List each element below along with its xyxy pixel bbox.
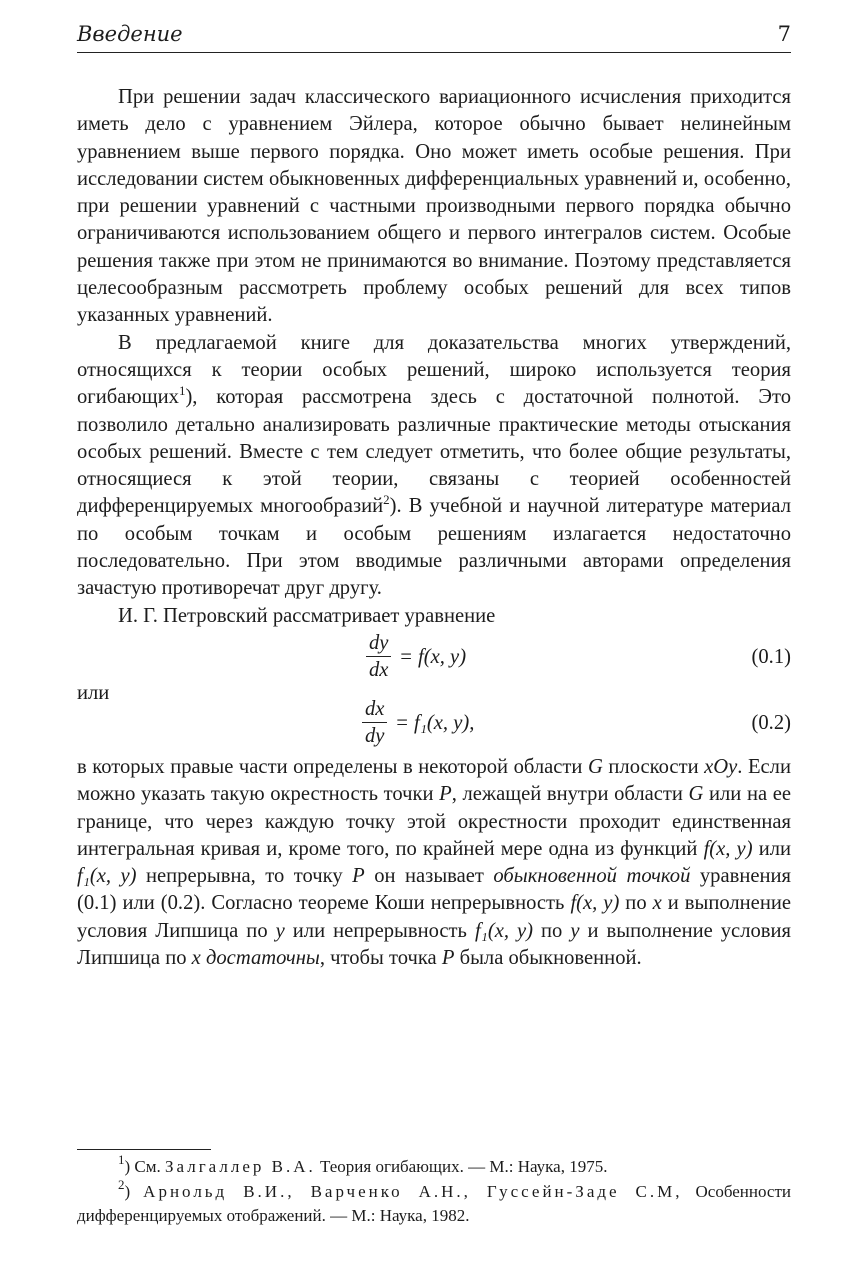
math-x: x: [652, 892, 662, 915]
math-P: P: [352, 865, 365, 888]
text: в которых правые части определены в некоторой области: [77, 755, 588, 778]
chapter-title: Введение: [77, 22, 183, 46]
footnote-text: Особенности дифференцируемых отображений. — М.: Наука, 1982.: [77, 1181, 791, 1225]
or-word: или: [77, 681, 110, 704]
footnote-author: Арнольд В.И., Варченко А.Н., Гуссейн-Заде С.М,: [143, 1181, 683, 1201]
footnote-text: Теория огибающих. — М.: Наука, 1975.: [315, 1157, 608, 1176]
paragraph-2-text-c: ). В учебной и научной литературе материал по особым точкам и особым решениям излагается недостаточно последовательно. При этом вводимые различными авторами определения зачастую противоречат друг другу.: [77, 495, 791, 600]
math-f1-x-y: f₁(x, y): [474, 919, 533, 942]
footnote-prefix: ): [124, 1181, 144, 1201]
main-text: [77, 84, 791, 972]
math-f-x-y: f(x, y): [703, 837, 753, 860]
denominator: dx: [369, 658, 389, 681]
text: он называет: [364, 865, 494, 888]
term-sufficient: достаточны: [205, 947, 320, 970]
text: и выполнение условия Липшица по: [77, 892, 792, 942]
footnote-1: [77, 1152, 791, 1180]
math-P: P: [441, 947, 455, 970]
running-header: [77, 20, 791, 53]
text: , лежащей внутри области: [451, 783, 689, 806]
text: уравнения (0.1) или (0.2). Согласно теореме Коши непрерывность: [77, 865, 791, 915]
equation-rhs: = f(x, y): [399, 645, 467, 668]
fraction-dy-dx: [366, 630, 391, 683]
equation-number: (0.1): [751, 645, 791, 668]
text: плоскости: [602, 755, 705, 778]
paragraph-4: [77, 754, 791, 972]
math-y: y: [275, 919, 285, 942]
paragraph-2-text-b: ), которая рассмотрена здесь с достаточной полнотой. Это позволило детально анализировать различные практические методы отыскания особых решений. Вместе с тем следует отметить, что более общие результаты, относящиеся к этой теории, связаны с теорией особенностей дифференцируемых многообразий: [77, 386, 791, 518]
denominator: dy: [365, 724, 385, 747]
footnotes: [77, 1152, 791, 1229]
text: по: [619, 892, 653, 915]
page: [77, 20, 792, 1225]
math-P: P: [439, 783, 452, 806]
paragraph-3: И. Г. Петровский рассматривает уравнение: [118, 604, 496, 627]
math-G: G: [588, 755, 603, 778]
text: по: [533, 919, 571, 942]
math-G: G: [688, 783, 704, 806]
footnote-author: Залгаллер В.А.: [165, 1157, 316, 1176]
paragraph-1: При решении задач классического вариационного исчисления приходится иметь дело с уравнением Эйлера, которое обычно бывает нелинейным уравнением выше первого порядка. Оно может иметь особые решения. При исследовании систем обыкновенных дифференциальных уравнений и, особенно, при решении уравнений с частными производными первого порядка обычно ограничиваются использованием общего и первого интегралов систем. Особые решения также при этом не принимаются во внимание. Поэтому представляется целесообразным рассмотреть проблему особых решений для всех типов указанных уравнений.: [77, 86, 791, 327]
numerator: dy: [366, 630, 391, 657]
math-f-x-y: f(x, y): [570, 892, 620, 915]
equation-rhs: = f₁(x, y),: [395, 711, 475, 734]
footnote-divider: [77, 1149, 211, 1150]
paragraph-2-text-a: В предлагаемой книге для доказательства многих утверждений, относящихся к теории особых решений, широко используется теория огибающих: [77, 331, 791, 409]
footnote-mark: 1: [118, 1152, 125, 1167]
fraction-dx-dy: [362, 696, 387, 749]
math-xOy: xOy: [704, 755, 738, 778]
equation-0-2: [77, 681, 791, 754]
paragraph-2: [77, 330, 791, 603]
footnote-ref-2: 2: [383, 492, 390, 508]
text: или непрерывность: [284, 919, 475, 942]
text: и выполнение условия Липшица по: [77, 919, 791, 970]
footnote-ref-1: 1: [178, 383, 186, 399]
text: . Если можно указать такую окрестность точки: [77, 755, 791, 806]
footnote-prefix: ) См.: [124, 1157, 166, 1176]
footnote-mark: 2: [118, 1176, 125, 1192]
equation-number: (0.2): [751, 711, 791, 734]
equation-0-1: [77, 630, 791, 686]
math-x: x: [191, 947, 201, 970]
math-f1-x-y: f₁(x, y): [77, 865, 137, 888]
text: или: [752, 837, 792, 860]
term-ordinary-point: обыкновенной точкой: [493, 865, 691, 888]
footnote-2: [77, 1176, 791, 1229]
text: или на ее границе, что через каждую точку этой окрестности проходит единственная интегральная кривая и, кроме того, по крайней мере одна из функций: [77, 783, 791, 860]
math-y: y: [570, 919, 580, 942]
text: непрерывна, то точку: [136, 865, 353, 888]
page-number: 7: [777, 22, 791, 46]
text: была обыкновенной.: [454, 947, 642, 970]
numerator: dx: [362, 696, 387, 723]
text: , чтобы точка: [319, 947, 442, 970]
